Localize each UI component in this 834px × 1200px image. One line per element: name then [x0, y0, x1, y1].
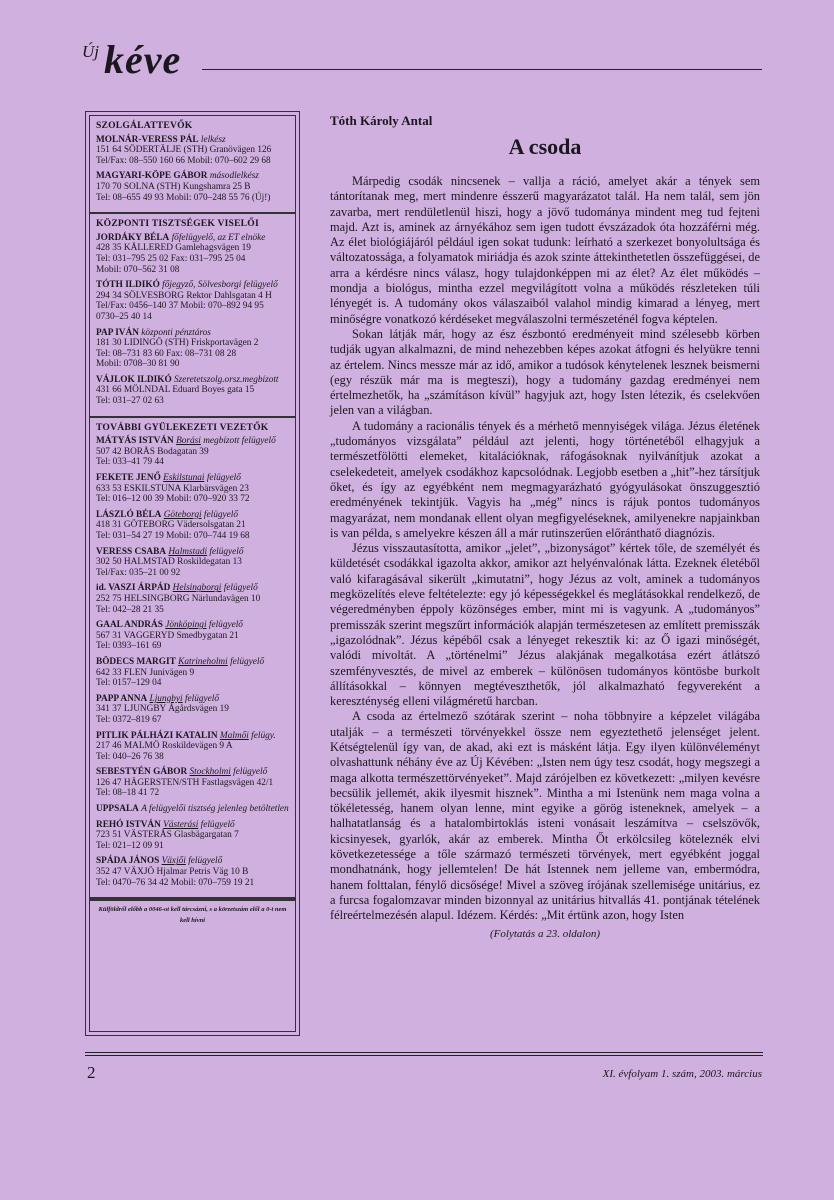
contact-header: [96, 620, 289, 631]
contact-role: [178, 657, 264, 667]
contact-entry: [96, 436, 289, 468]
contact-header: [96, 820, 289, 831]
footer-rule: [85, 1052, 763, 1056]
contact-entry: [96, 583, 289, 615]
contact-header: [96, 171, 289, 182]
contact-name: MÁTYÁS ISTVÁN: [96, 436, 174, 447]
contact-line: Tel: 08–18 41 72: [96, 788, 160, 799]
contacts-sidebar: [85, 111, 300, 1036]
contact-line: 302 50 HALMSTAD Roskildegatan 13: [96, 557, 242, 568]
contact-header: [96, 731, 289, 742]
contact-role-text: főfelügyelő, az ET elnöke: [171, 232, 266, 243]
contact-line: 431 66 MÖLNDAL Eduard Boyes gata 15: [96, 385, 255, 396]
contact-line: Tel: 033–41 79 44: [96, 457, 164, 468]
contact-line: Mobil: 070–562 31 08: [96, 264, 180, 275]
contact-name: MOLNÁR-VERESS PÁL: [96, 134, 199, 145]
contact-header: [96, 280, 289, 291]
contact-name: UPPSALA: [96, 804, 139, 815]
contact-congregation: Västerási: [163, 819, 199, 830]
contact-role-text: felügyelő: [203, 509, 238, 520]
contact-line: Tel: 0157–129 04: [96, 678, 162, 689]
contact-name: PAP IVÁN: [96, 327, 139, 338]
contact-entry: [96, 820, 289, 852]
contact-header: [96, 856, 289, 867]
contact-name: REHÓ ISTVÁN: [96, 819, 161, 830]
contact-role: [168, 547, 243, 557]
contact-role: [190, 767, 268, 777]
contact-role-text: megbízott felügyelő: [203, 436, 276, 447]
contact-role: [201, 135, 226, 145]
contact-name: LÁSZLÓ BÉLA: [96, 509, 162, 520]
contact-role-text: felügyelő: [200, 819, 235, 830]
contact-entry: [96, 280, 289, 322]
dialing-note: Külföldről előbb a 0046-ot kell tárcsázni, s a körzetszám elől a 0-t nem kell hívni: [90, 899, 295, 930]
contact-role-text: felügyelő: [184, 693, 220, 704]
contact-entry: [96, 171, 289, 203]
contact-name: GAAL ANDRÁS: [96, 620, 163, 631]
contact-line: Tel: 0372–819 67: [96, 714, 162, 725]
contacts-section: [90, 116, 295, 214]
contact-line: Tel: 016–12 00 39 Mobil: 070–920 33 72: [96, 494, 250, 505]
contact-entry: [96, 328, 289, 370]
contact-line: 0730–25 40 14: [96, 311, 152, 322]
contact-role-text: felügyelő: [188, 856, 223, 867]
logo-prefix: Új: [82, 42, 99, 61]
section-title: SZOLGÁLATTEVŐK: [96, 120, 193, 131]
contact-congregation: Ljungbyi: [149, 693, 183, 704]
magazine-logo: kéve: [104, 37, 182, 82]
contact-congregation: Katrineholmi: [178, 656, 228, 667]
contact-header: [96, 375, 289, 386]
contact-line: 126 47 HÄGERSTEN/STH Fastlagsvägen 42/1: [96, 777, 274, 788]
contact-congregation: Borási: [176, 436, 201, 447]
contact-role-text: másodlelkész: [209, 171, 259, 182]
contact-congregation: Helsingborgi: [172, 583, 222, 594]
contact-congregation: Jönköpingi: [165, 620, 207, 631]
contact-line: 170 70 SOLNA (STH) Kungshamra 25 B: [96, 181, 251, 192]
contact-line: Tel/Fax: 035–21 00 92: [96, 567, 181, 578]
contact-entry: [96, 767, 289, 799]
contact-line: 418 31 GÖTEBORG Vädersolsgatan 21: [96, 520, 246, 531]
contact-role-text: felügyelő: [230, 656, 265, 667]
continuation-note: (Folytatás a 23. oldalon): [490, 927, 600, 940]
contact-role: [176, 436, 276, 446]
contact-header: [96, 804, 289, 815]
contact-line: Tel/Fax: 0456–140 37 Mobil: 070–892 94 95: [96, 301, 264, 312]
contact-role: [141, 328, 211, 338]
contact-line: Tel: 021–12 09 91: [96, 840, 164, 851]
article-paragraph: A csoda az értelmező szótárak szerint – noha többnyire a képzelet világába utalják – a természeti törvényekkel össze nem egyeztethető jelenséget jelent. Kétségtelenül így van, de akad, aki ezt is másként látja. Egy ilyen különvéleményt olvashattunk néhány éve az Új Kévében: „Isten nem úgy tesz csodát, hogy megszegi a maga alkotta természettörvényeket”. Majd zárójelben ez következett: „milyen kevésre becsülik jellemét, akik ilyesmit hisznek”. Mintha a mi Istenünk nem maga volna a tökéletesség, hanem olyan lenne, mint egyike a görög isteneknek, amelyek – a halhatatlanság és a hatalombirtoklás isteni vonásait leszámítva – cselszövők, kicsinyesek, gyarlók, akár az emberek. Mintha Őt erkölcsileg köteleznék elvi következetessége a tőle származó természeti törvények, mert egyébként joggal mondhatnánk, hogy jellemtelen! De hát Istennek nem jelleme van, embermódra, hanem folttalan, fénylő dicsősége! Mivel a szöveg írójának szellemisége unitárius, ez a furcsa fogalomzavar minden bizonnyal az unitárius hitvallás 41. pontjának tételének félreértelmezésén alapul. Idézem. Kérdés: „Mit értünk azon, hogy Isten: [330, 709, 760, 923]
contact-line: Tel: 08–731 83 60 Fax: 08–731 08 28: [96, 348, 237, 359]
page-number: 2: [87, 1063, 96, 1082]
contact-entry: [96, 510, 289, 542]
contact-congregation: Stockholmi: [189, 767, 231, 778]
contact-role-text: központi pénztáros: [141, 327, 211, 338]
contact-role-text: felügyelő: [209, 546, 244, 557]
masthead: [82, 38, 762, 88]
issue-info: XI. évfolyam 1. szám, 2003. március: [602, 1068, 762, 1080]
contact-line: Tel: 040–26 76 38: [96, 751, 164, 762]
contact-congregation: Halmstadi: [168, 546, 208, 557]
contacts-section: [90, 214, 295, 418]
article-body: [330, 174, 760, 924]
contact-role-text: lelkész: [200, 134, 226, 145]
contact-name: SEBESTYÉN GÁBOR: [96, 767, 188, 778]
contact-role: [162, 856, 223, 866]
contact-congregation: Växjői: [161, 856, 186, 867]
contact-entry: [96, 135, 289, 167]
contact-line: 294 34 SÖLVESBORG Rektor Dahlsgatan 4 H: [96, 290, 272, 301]
contact-role: [163, 473, 241, 483]
contact-line: 723 51 VÄSTERÅS Glasbägargatan 7: [96, 830, 239, 841]
contact-role: [220, 731, 276, 741]
contact-entry: [96, 233, 289, 275]
contact-header: [96, 694, 289, 705]
contact-header: [96, 473, 289, 484]
contact-line: 151 64 SÖDERTÄLJE (STH) Granövägen 126: [96, 145, 272, 156]
contact-role: [141, 804, 289, 814]
contact-line: 633 53 ESKILSTUNA Klarbärsvägen 23: [96, 483, 249, 494]
article-paragraph: Jézus visszautasította, amikor „jelet”, „bizonyságot” kértek tőle, de személyét és küldetését csodákkal igazolta akkor, amikor azt helyénvalónak látta. Ezeknek életéből való kifaragásával sikerült „kimutatni”, hogy Jézus az volt, aminek a tudományos megközelítés eleve feltételezte: egy jó képességekkel és meglátásokkal rendelkező, de végeredményben éppoly közönséges ember, mint mi is vagyunk. A „tudományos” premisszák szerint megszűrt információk alapján természetesen az említett premisszák „igazolódnak”. Jézus képéből csak a lényeget rekesztik ki: az Ő igazi minőségét, valódi mivoltát. A „történelmi” Jézus alakjának megalkotása ezért átlátszó szemfényvesztés, de mivel az emberek – különösen tudományos köntösbe burkolt állításokkal – könnyen megtéveszthetők, jól alkalmazható fegyvereként a kereszténység elleni világméretű harcban.: [330, 541, 760, 709]
contact-name: SPÁDA JÁNOS: [96, 856, 160, 867]
contact-congregation: Göteborgi: [163, 509, 202, 520]
contact-congregation: Eskilstunai: [163, 473, 205, 484]
contact-role: [210, 171, 259, 181]
article-paragraph: A tudomány a racionális tények és a mérhető mennyiségek világa. Jézus életének „tudományos vizsgálata” például azt jelenti, hogy történetéből elhagyjuk a természetfölötti elemeket, kitalációknak, ráfogásoknak nyilvánítjuk azokat a cselekedeteit, amelyek csodákhoz kapcsolódnak. Legjobb esetben a „hit”-hez társítjuk őket, és így az egyébként nem megmagyarázható gyógyulásokat önszuggesztió eredményének tekintjük. Vagyis ha „még” nincs is rájuk pontos tudományos magyarázat, nem mondanak ellent olyan megfigyeléseknek, amilyenekre napjainkban is van példa, s amelyekre készen áll a már rutinszerűen előránthatő diagnózis.: [330, 418, 760, 540]
header-rule: [202, 69, 762, 70]
contact-line: Tel: 0393–161 69: [96, 641, 162, 652]
section-title: KÖZPONTI TISZTSÉGEK VISELŐI: [96, 218, 259, 230]
contact-line: Tel: 031–795 25 02 Fax: 031–795 25 04: [96, 253, 246, 264]
article: [330, 113, 760, 940]
contact-name: MAGYARI-KÖPE GÁBOR: [96, 171, 208, 182]
contact-entry: [96, 657, 289, 689]
contact-entry: [96, 547, 289, 579]
contact-header: [96, 233, 289, 244]
contact-entry: [96, 804, 289, 815]
contact-line: 507 42 BORÅS Bodagatan 39: [96, 446, 209, 457]
contact-role: [172, 233, 266, 243]
contact-role-text: felügyelő: [223, 583, 258, 594]
contact-congregation: Malmői: [219, 730, 249, 741]
contact-role: [174, 375, 279, 385]
article-title: A csoda: [508, 134, 582, 159]
contact-name: FEKETE JENŐ: [96, 473, 161, 484]
contact-line: 181 30 LIDINGÖ (STH) Friskportavägen 2: [96, 338, 259, 349]
contact-line: Tel: 042–28 21 35: [96, 604, 164, 615]
contact-name: id. VASZI ÁRPÁD: [96, 583, 171, 594]
contact-header: [96, 328, 289, 339]
contact-line: Tel/Fax: 08–550 160 66 Mobil: 070–602 29 68: [96, 155, 271, 166]
contact-entry: [96, 375, 289, 407]
contact-name: BÖDECS MARGIT: [96, 656, 176, 667]
contact-role: [163, 820, 235, 830]
contact-header: [96, 547, 289, 558]
contact-role: [150, 694, 219, 704]
contact-role: [162, 280, 278, 290]
contact-role-text: Szeretetszolg.orsz.megbízott: [174, 374, 279, 385]
contact-header: [96, 583, 289, 594]
contact-name: TÓTH ILDIKÓ: [96, 280, 160, 291]
contacts-box: [89, 115, 296, 1032]
contact-line: Tel: 0470–76 34 42 Mobil: 070–759 19 21: [96, 877, 255, 888]
contact-entry: [96, 731, 289, 763]
contact-role-text: A felügyelői tisztség jelenleg betöltetlen: [141, 804, 289, 815]
contact-header: [96, 657, 289, 668]
contact-name: PAPP ANNA: [96, 693, 148, 704]
contact-header: [96, 510, 289, 521]
contact-role-text: felügyelő: [233, 767, 268, 778]
contact-line: 341 37 LJUNGBY Ågårdsvägen 19: [96, 704, 229, 715]
contact-role: [165, 620, 243, 630]
contact-line: 252 75 HELSINGBORG Närlundavägen 10: [96, 593, 261, 604]
contact-line: Tel: 08–655 49 93 Mobil: 070–248 55 76 (Új!): [96, 192, 271, 203]
contact-role-text: felügyelő: [208, 620, 243, 631]
contacts-section: [90, 418, 295, 900]
contact-role-text: felügy.: [251, 730, 276, 741]
contact-header: [96, 767, 289, 778]
contact-line: 567 31 VAGGERYD Smedbygatan 21: [96, 630, 239, 641]
contact-line: Tel: 031–54 27 19 Mobil: 070–744 19 68: [96, 531, 250, 541]
article-paragraph: Márpedig csodák nincsenek – vallja a ráció, amelyet akár a tények sem tántorítanak meg, mert mindenre ésszerű magyarázatot talál. Ha nem talál, sem jön zavarba, mert rendületlenül hiszi, hogy a jövő tudománya mindent meg tud fejteni majd. Azt is, aminek az árnyékához sem igen tudott évszázadok óta hozzáférni még. Az élet biológiájáról például igen sokat tudunk: leírható a szerkezet bonyolultsága és változatossága, a folyamatok miriádja és azok szinte áttekinthetetlen összefüggései, de arra a kérdésre nincs válasz, hogy tulajdonképpen mi az élet? Az élet működés – mondja a biológus, mintha ezzel megvilágított volna a működés részleteken túli lényegét is. A tudomány okos válaszaiból valahol mindig kimarad a lényeg, mert minőségre vonatkozó kérdéseket megválaszolni természeténél fogva képtelen.: [330, 174, 760, 326]
contact-line: 642 33 FLEN Junivägen 9: [96, 667, 195, 678]
contact-role-text: felügyelő: [206, 473, 241, 484]
contact-line: 217 46 MALMÖ Roskildevägen 9 A: [96, 741, 233, 752]
contact-header: [96, 436, 289, 447]
article-paragraph: Sokan látják már, hogy az ész észbontó eredményeit mind szélesebb körben tudják ugyan alkalmazni, de mind nehezebben képes azokat átfogni és helyükre tenni az értelem. Nincs messze már az idő, amikor a tudósok kénytelenek lesznek beismerni (egy részük már ma is megteszi), hogy a tudomány gazdag eredményei nem értelmezhetők, ha „számításon kívül” hagyjuk azt, hogy Isten létezik, és cselekvően jelen van a világban.: [330, 326, 760, 418]
contact-line: Mobil: 0708–30 81 90: [96, 359, 180, 370]
article-author: Tóth Károly Antal: [330, 113, 433, 128]
contact-entry: [96, 473, 289, 505]
contact-name: PITLIK PÁLHÁZI KATALIN: [96, 730, 218, 741]
contact-role: [164, 510, 238, 520]
contact-line: 352 47 VÄXJÖ Hjalmar Petris Väg 10 B: [96, 867, 249, 878]
contact-name: VÁJLOK ILDIKÓ: [96, 374, 172, 385]
contact-entry: [96, 694, 289, 726]
section-title: TOVÁBBI GYÜLEKEZETI VEZETŐK: [96, 421, 269, 433]
contact-line: Tel: 031–27 02 63: [96, 396, 164, 407]
contact-role: [173, 583, 258, 593]
contact-line: 428 35 KÅLLERED Gamlehagsvägen 19: [96, 243, 251, 254]
contact-entry: [96, 620, 289, 652]
contact-role-text: főjegyző, Sölvesborgi felügyelő: [162, 280, 278, 291]
contact-name: VERESS CSABA: [96, 546, 167, 557]
contact-entry: [96, 856, 289, 888]
contact-header: [96, 135, 289, 146]
contact-name: JORDÁKY BÉLA: [96, 232, 170, 243]
